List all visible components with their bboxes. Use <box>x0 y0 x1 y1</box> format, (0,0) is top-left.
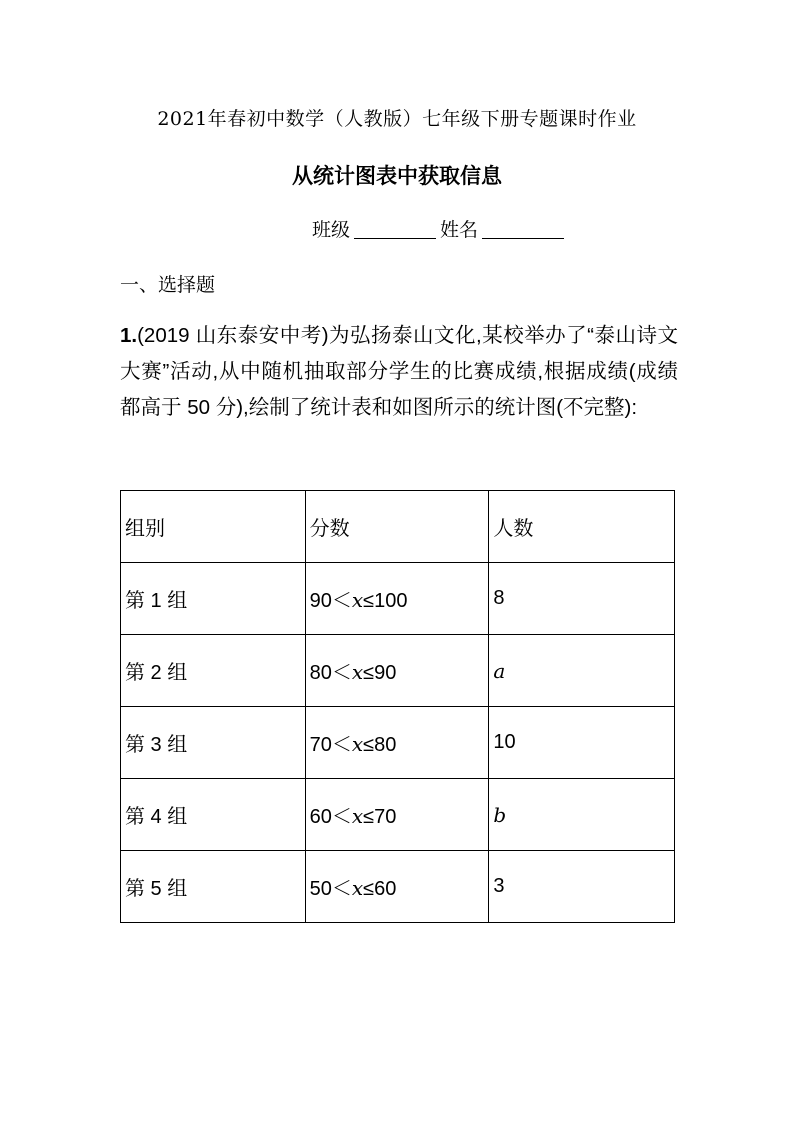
cell-score <box>305 563 489 635</box>
table-row <box>121 851 675 923</box>
range-var: x <box>351 876 364 900</box>
question-text: (2019 山东泰安中考)为弘扬泰山文化,某校举办了“泰山诗文大赛”活动,从中随机抽取部分学生的比赛成绩,根据成绩(成绩都高于 50 分),绘制了统计表和如图所示的统计图(不完整): <box>120 324 678 419</box>
page-title: 2021年春初中数学（人教版）七年级下册专题课时作业 <box>157 108 637 130</box>
cell-score <box>305 635 489 707</box>
cell-group: 第 5 组 <box>121 851 306 923</box>
cell-score <box>305 707 489 779</box>
class-label: 班级 <box>312 219 351 241</box>
range-var: x <box>351 732 364 756</box>
table-row <box>121 707 675 779</box>
range-low: 60＜ <box>309 806 352 828</box>
student-info-line <box>312 215 568 242</box>
table-row <box>121 779 675 851</box>
cell-score <box>305 779 489 851</box>
range-high: ≤90 <box>363 662 397 684</box>
cell-count: 10 <box>489 707 675 779</box>
name-label: 姓名 <box>440 219 479 241</box>
cell-count: b <box>489 779 675 851</box>
class-blank[interactable] <box>354 218 436 239</box>
range-high: ≤100 <box>363 590 408 612</box>
cell-count: 3 <box>489 851 675 923</box>
range-var: x <box>351 804 364 828</box>
range-high: ≤80 <box>363 734 397 756</box>
table-header-row <box>121 491 675 563</box>
cell-group: 第 4 组 <box>121 779 306 851</box>
range-low: 80＜ <box>309 662 352 684</box>
table-row <box>121 635 675 707</box>
range-var: x <box>351 588 364 612</box>
header-group: 组别 <box>121 491 306 563</box>
table-row <box>121 563 675 635</box>
name-blank[interactable] <box>482 218 564 239</box>
question-1 <box>120 318 678 426</box>
cell-score <box>305 851 489 923</box>
range-high: ≤70 <box>363 806 397 828</box>
cell-count: 8 <box>489 563 675 635</box>
cell-group: 第 1 组 <box>121 563 306 635</box>
page-subtitle: 从统计图表中获取信息 <box>292 164 502 188</box>
section-heading: 一、选择题 <box>120 274 216 296</box>
score-table <box>120 490 675 923</box>
range-low: 70＜ <box>309 734 352 756</box>
header-score: 分数 <box>305 491 489 563</box>
range-low: 50＜ <box>309 878 352 900</box>
cell-group: 第 3 组 <box>121 707 306 779</box>
range-var: x <box>351 660 364 684</box>
range-high: ≤60 <box>363 878 397 900</box>
range-low: 90＜ <box>309 590 352 612</box>
question-number: 1. <box>120 324 138 347</box>
header-count: 人数 <box>489 491 675 563</box>
cell-count: a <box>489 635 675 707</box>
cell-group: 第 2 组 <box>121 635 306 707</box>
